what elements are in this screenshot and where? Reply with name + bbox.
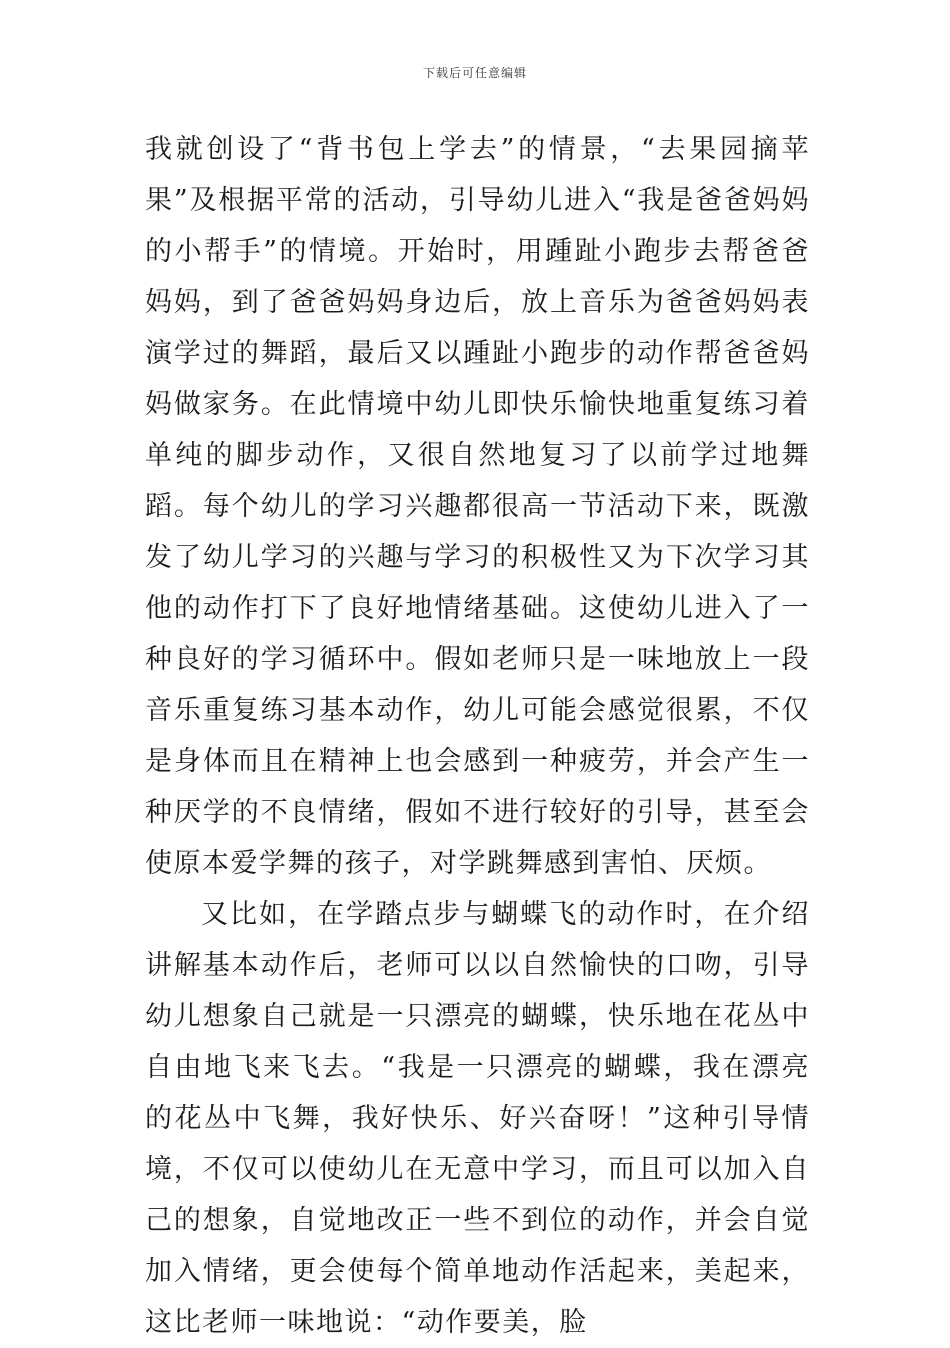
- document-body: [145, 124, 810, 1348]
- page-header: 下载后可任意编辑: [422, 66, 527, 80]
- paragraph-1: 我就创设了“背书包上学去”的情景，“去果园摘苹果”及根据平常的活动，引导幼儿进入“我是爸爸妈妈的小帮手”的情境。开始时，用踵趾小跑步去帮爸爸妈妈，到了爸爸妈妈身边后，放上音乐为爸爸妈妈表演学过的舞蹈，最后又以踵趾小跑步的动作帮爸爸妈妈做家务。在此情境中幼儿即快乐愉快地重复练习着单纯的脚步动作，又很自然地复习了以前学过地舞蹈。每个幼儿的学习兴趣都很高一节活动下来，既激发了幼儿学习的兴趣与学习的积极性又为下次学习其他的动作打下了良好地情绪基础。这使幼儿进入了一种良好的学习循环中。假如老师只是一味地放上一段音乐重复练习基本动作，幼儿可能会感觉很累，不仅是身体而且在精神上也会感到一种疲劳，并会产生一种厌学的不良情绪，假如不进行较好的引导，甚至会使原本爱学舞的孩子，对学跳舞感到害怕、厌烦。: [145, 134, 810, 879]
- paragraph-2: 又比如，在学踏点步与蝴蝶飞的动作时，在介绍讲解基本动作后，老师可以以自然愉快的口吻，引导幼儿想象自己就是一只漂亮的蝴蝶，快乐地在花丛中自由地飞来飞去。“我是一只漂亮的蝴蝶，我在漂亮的花丛中飞舞，我好快乐、好兴奋呀！”这种引导情境，不仅可以使幼儿在无意中学习，而且可以加入自己的想象，自觉地改正一些不到位的动作，并会自觉加入情绪，更会使每个简单地动作活起来，美起来，这比老师一味地说：“动作要美，脸: [145, 899, 810, 1338]
